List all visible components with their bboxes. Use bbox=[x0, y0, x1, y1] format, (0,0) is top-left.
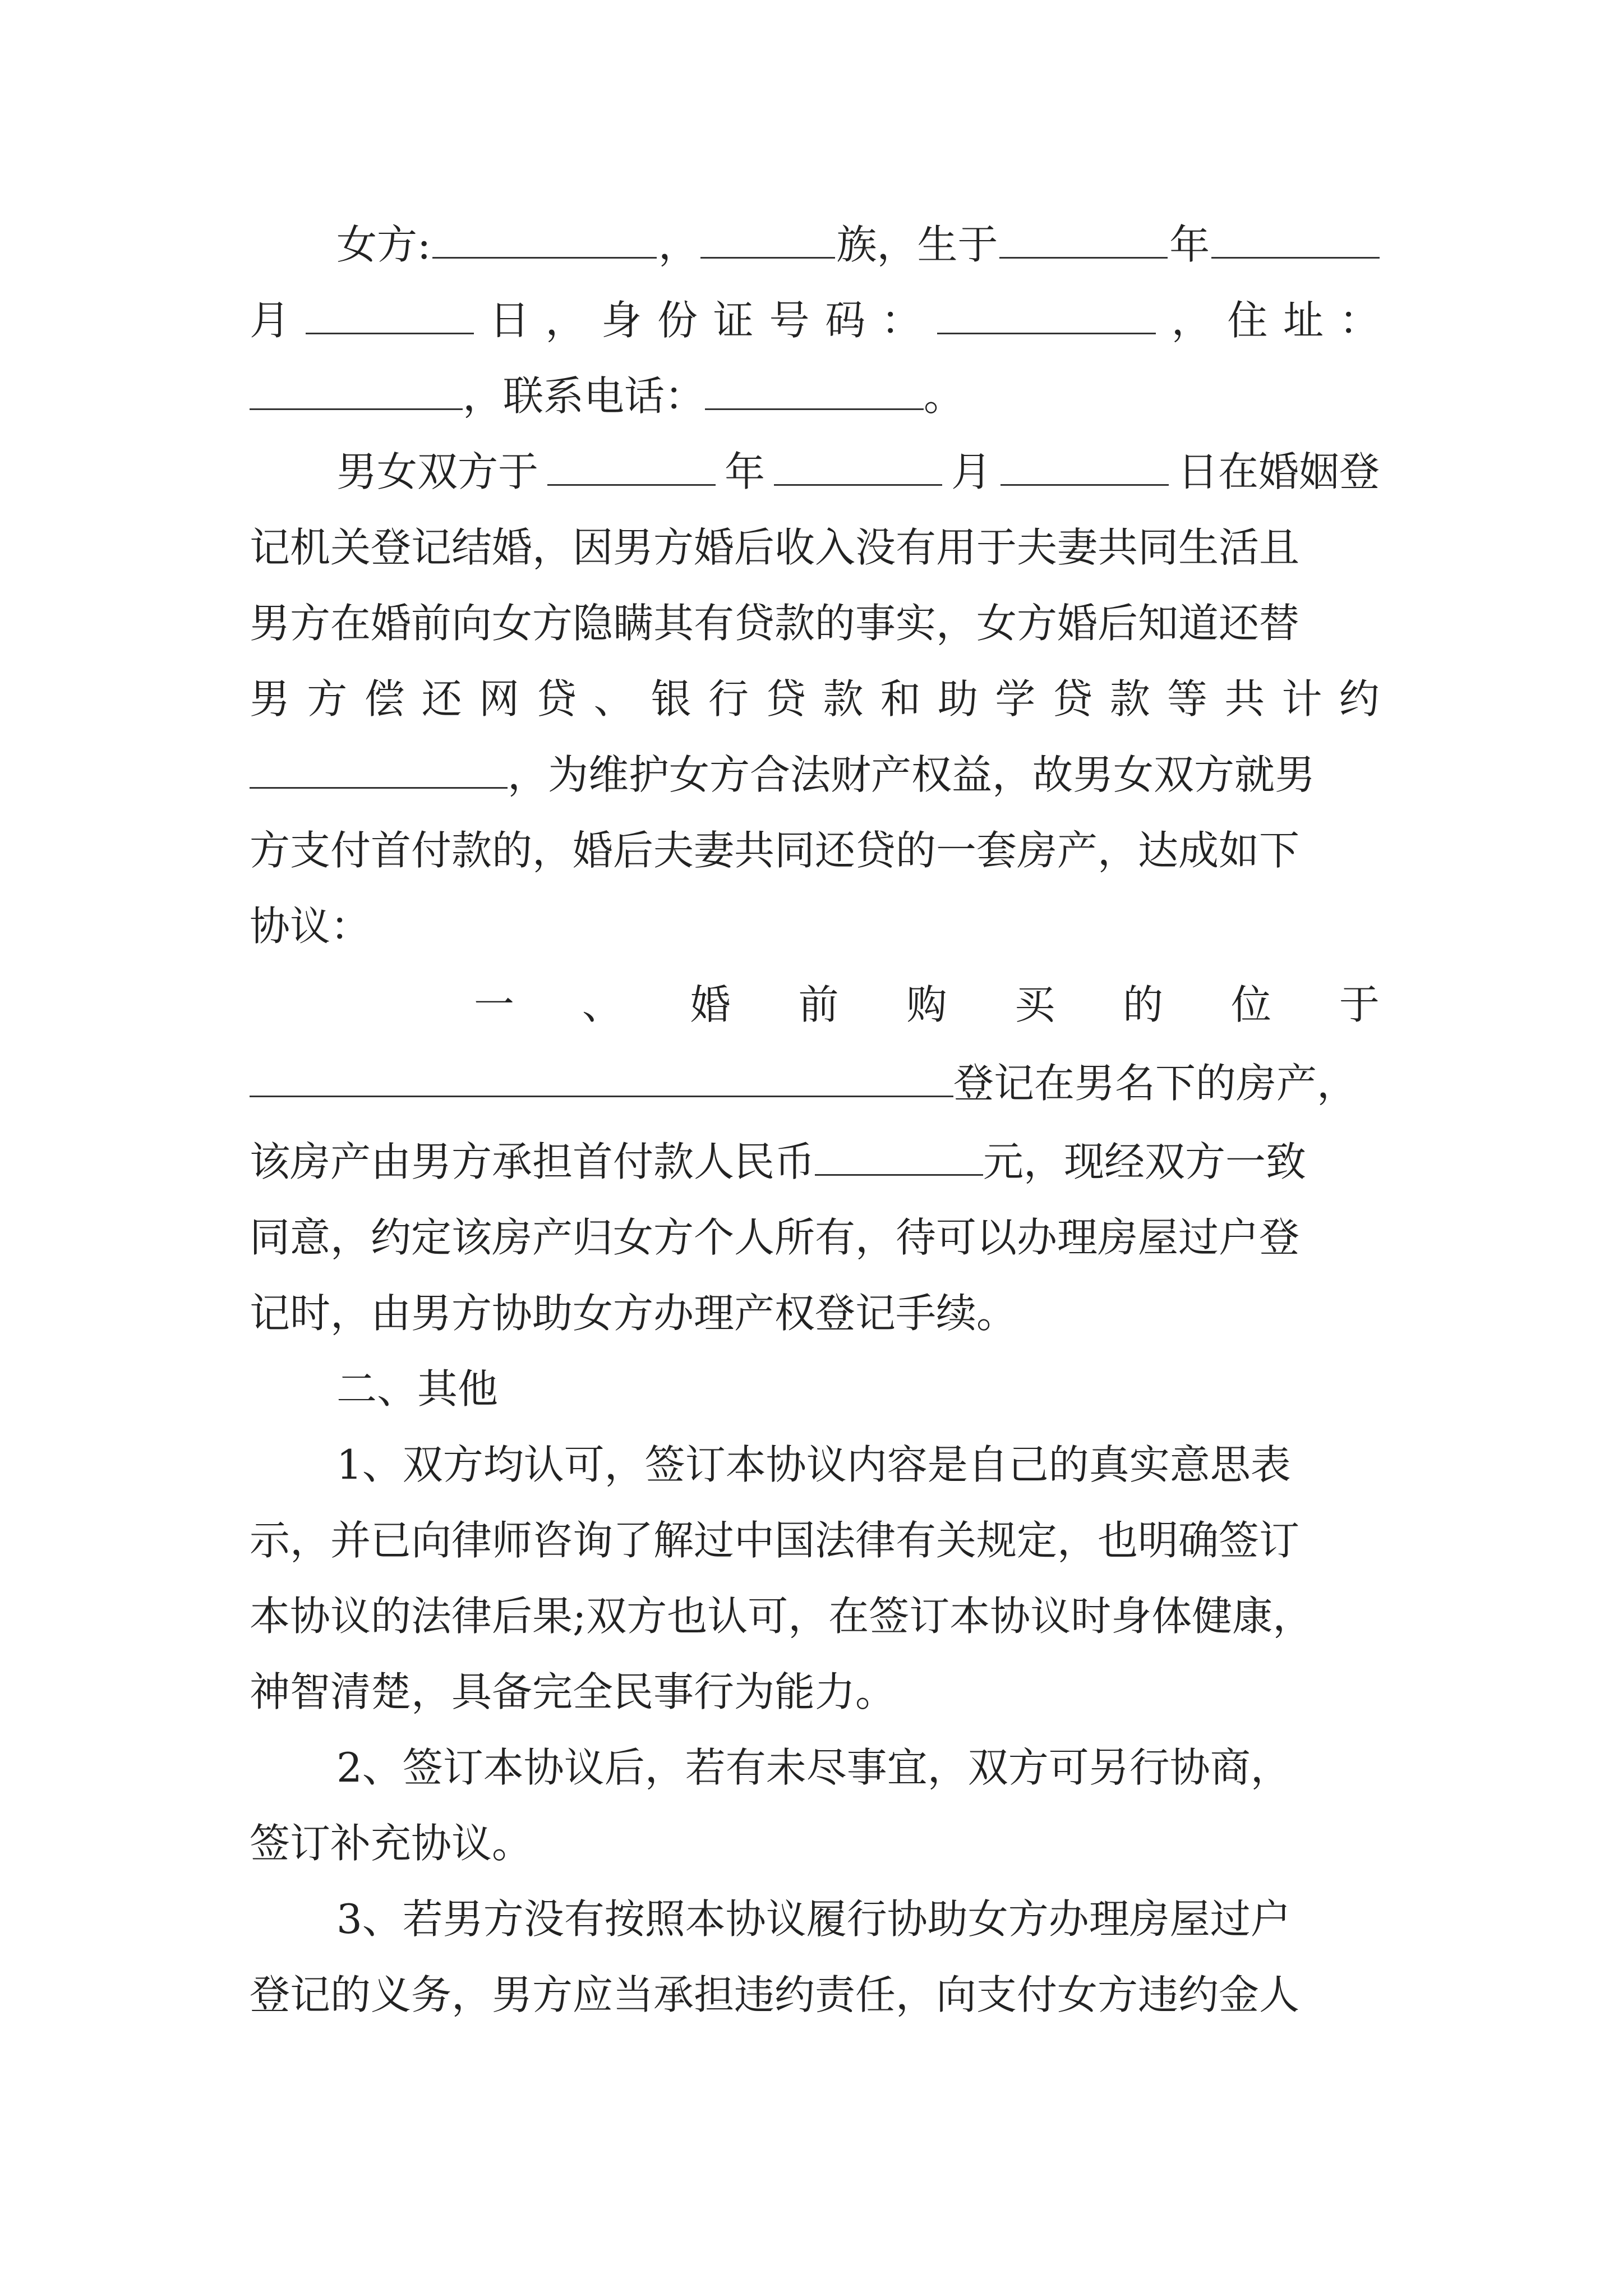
text-segment: 神智清楚，具备完全民事行为能力。 bbox=[250, 1668, 896, 1715]
text-line bbox=[250, 600, 1300, 647]
text-segment: 证 bbox=[713, 297, 754, 344]
text-line bbox=[336, 1441, 1291, 1488]
text-segment: 记时，由男方协助女方办理产权登记手续。 bbox=[250, 1290, 1017, 1337]
text-segment: 计 bbox=[1281, 675, 1322, 723]
text-line bbox=[250, 1214, 1300, 1261]
text-segment: ， bbox=[658, 221, 699, 268]
text-segment: 住 bbox=[1227, 297, 1268, 344]
text-segment: 元，现经双方一致 bbox=[983, 1138, 1307, 1185]
text-segment: 学 bbox=[995, 675, 1036, 723]
text-segment: 和 bbox=[880, 675, 921, 723]
fill-in-blank[interactable] bbox=[705, 408, 924, 410]
text-segment: 一 bbox=[474, 981, 515, 1028]
text-segment: 登记在男名下的房产， bbox=[953, 1060, 1358, 1107]
fill-in-blank[interactable] bbox=[999, 256, 1168, 259]
text-segment: 日在婚姻登 bbox=[1177, 448, 1380, 495]
text-segment: 族，生于 bbox=[836, 221, 998, 268]
text-line bbox=[250, 1138, 1307, 1185]
text-segment: 男 bbox=[250, 675, 291, 723]
text-segment: 婚 bbox=[690, 981, 731, 1028]
text-segment: 男女双方于 bbox=[336, 448, 539, 495]
text-segment: 女方: bbox=[336, 221, 431, 268]
text-segment: 月 bbox=[250, 297, 291, 344]
text-segment: 。 bbox=[924, 372, 965, 420]
text-segment: 款 bbox=[823, 675, 864, 723]
fill-in-blank[interactable] bbox=[815, 1174, 983, 1176]
text-segment: 码 bbox=[825, 297, 866, 344]
text-line bbox=[250, 1593, 1313, 1640]
text-segment: 签订补充协议。 bbox=[250, 1820, 533, 1867]
text-segment: 购 bbox=[906, 981, 947, 1028]
text-line bbox=[250, 1517, 1300, 1564]
text-segment: 号 bbox=[769, 297, 810, 344]
text-line bbox=[250, 297, 1380, 344]
fill-in-blank[interactable] bbox=[937, 332, 1156, 334]
text-segment: 登记的义务，男方应当承担违约责任，向支付女方违约金人 bbox=[250, 1971, 1300, 2018]
text-segment: 二、其他 bbox=[336, 1365, 499, 1412]
fill-in-blank[interactable] bbox=[774, 484, 942, 486]
text-line bbox=[250, 1060, 1358, 1107]
text-segment: 年 bbox=[724, 448, 765, 495]
text-segment: 日 bbox=[489, 297, 530, 344]
text-line bbox=[336, 1744, 1291, 1791]
text-segment: 网 bbox=[479, 675, 520, 723]
text-segment: 贷 bbox=[766, 675, 806, 723]
text-segment: 位 bbox=[1231, 981, 1272, 1028]
text-segment: ， bbox=[545, 297, 586, 344]
fill-in-blank[interactable] bbox=[250, 1095, 953, 1097]
text-segment: 银 bbox=[651, 675, 691, 723]
text-segment: 方支付首付款的，婚后夫妻共同还贷的一套房产，达成如下 bbox=[250, 827, 1300, 874]
text-segment: ： bbox=[881, 297, 922, 344]
text-segment: 1、双方均认可，签订本协议内容是自己的真实意思表 bbox=[336, 1441, 1291, 1488]
fill-in-blank[interactable] bbox=[306, 332, 474, 334]
text-segment: ， bbox=[1171, 297, 1212, 344]
text-segment: 示，并已向律师咨询了解过中国法律有关规定，也明确签订 bbox=[250, 1517, 1300, 1564]
text-segment: 年 bbox=[1169, 221, 1210, 268]
text-segment: 男方在婚前向女方隐瞒其有贷款的事实，女方婚后知道还替 bbox=[250, 600, 1300, 647]
text-line bbox=[474, 981, 1380, 1028]
text-segment: 贷 bbox=[536, 675, 577, 723]
text-line bbox=[250, 675, 1380, 723]
text-segment: ，联系电话： bbox=[463, 372, 706, 420]
text-segment: 本协议的法律后果;双方也认可，在签订本协议时身体健康， bbox=[250, 1593, 1313, 1640]
text-segment: 约 bbox=[1339, 675, 1380, 723]
text-segment: 等 bbox=[1167, 675, 1208, 723]
fill-in-blank[interactable] bbox=[1211, 256, 1380, 259]
text-line bbox=[336, 1895, 1291, 1943]
text-line bbox=[250, 1290, 1017, 1337]
text-line bbox=[250, 751, 1316, 798]
text-line bbox=[250, 1971, 1300, 2018]
fill-in-blank[interactable] bbox=[250, 786, 508, 789]
text-line bbox=[250, 524, 1300, 571]
section-heading bbox=[336, 1365, 499, 1412]
text-segment: ： bbox=[1339, 297, 1380, 344]
fill-in-blank[interactable] bbox=[700, 256, 835, 259]
text-segment: 2、签订本协议后，若有未尽事宜，双方可另行协商， bbox=[336, 1744, 1291, 1791]
fill-in-blank[interactable] bbox=[250, 408, 463, 410]
text-segment: 款 bbox=[1109, 675, 1150, 723]
fill-in-blank[interactable] bbox=[1000, 484, 1169, 486]
text-segment: 贷 bbox=[1052, 675, 1093, 723]
text-segment: 共 bbox=[1224, 675, 1265, 723]
text-segment: 于 bbox=[1339, 981, 1380, 1028]
text-segment: ，为维护女方合法财产权益，故男女双方就男 bbox=[508, 751, 1316, 798]
text-segment: 该房产由男方承担首付款人民币 bbox=[250, 1138, 815, 1185]
fill-in-blank[interactable] bbox=[547, 484, 716, 486]
text-segment: 、 bbox=[593, 675, 634, 723]
text-segment: 3、若男方没有按照本协议履行协助女方办理房屋过户 bbox=[336, 1895, 1291, 1943]
text-segment: 记机关登记结婚，因男方婚后收入没有用于夫妻共同生活且 bbox=[250, 524, 1300, 571]
fill-in-blank[interactable] bbox=[432, 256, 657, 259]
text-segment: 行 bbox=[708, 675, 749, 723]
text-line bbox=[336, 448, 1380, 495]
text-segment: 月 bbox=[951, 448, 992, 495]
text-segment: 份 bbox=[657, 297, 698, 344]
text-line bbox=[250, 827, 1300, 874]
text-segment: 前 bbox=[798, 981, 839, 1028]
text-line bbox=[250, 1820, 533, 1867]
text-segment: 、 bbox=[582, 981, 623, 1028]
text-segment: 址 bbox=[1283, 297, 1324, 344]
text-segment: 同意，约定该房产归女方个人所有，待可以办理房屋过户登 bbox=[250, 1214, 1300, 1261]
text-line bbox=[250, 372, 965, 420]
text-segment: 助 bbox=[938, 675, 979, 723]
text-segment: 偿 bbox=[364, 675, 405, 723]
text-segment: 身 bbox=[601, 297, 642, 344]
text-segment: 还 bbox=[421, 675, 462, 723]
text-line bbox=[250, 1668, 896, 1715]
text-segment: 协议： bbox=[250, 903, 371, 950]
text-line bbox=[336, 221, 1380, 268]
text-segment: 买 bbox=[1015, 981, 1055, 1028]
text-line bbox=[250, 903, 371, 950]
text-segment: 方 bbox=[307, 675, 348, 723]
text-segment: 的 bbox=[1123, 981, 1164, 1028]
